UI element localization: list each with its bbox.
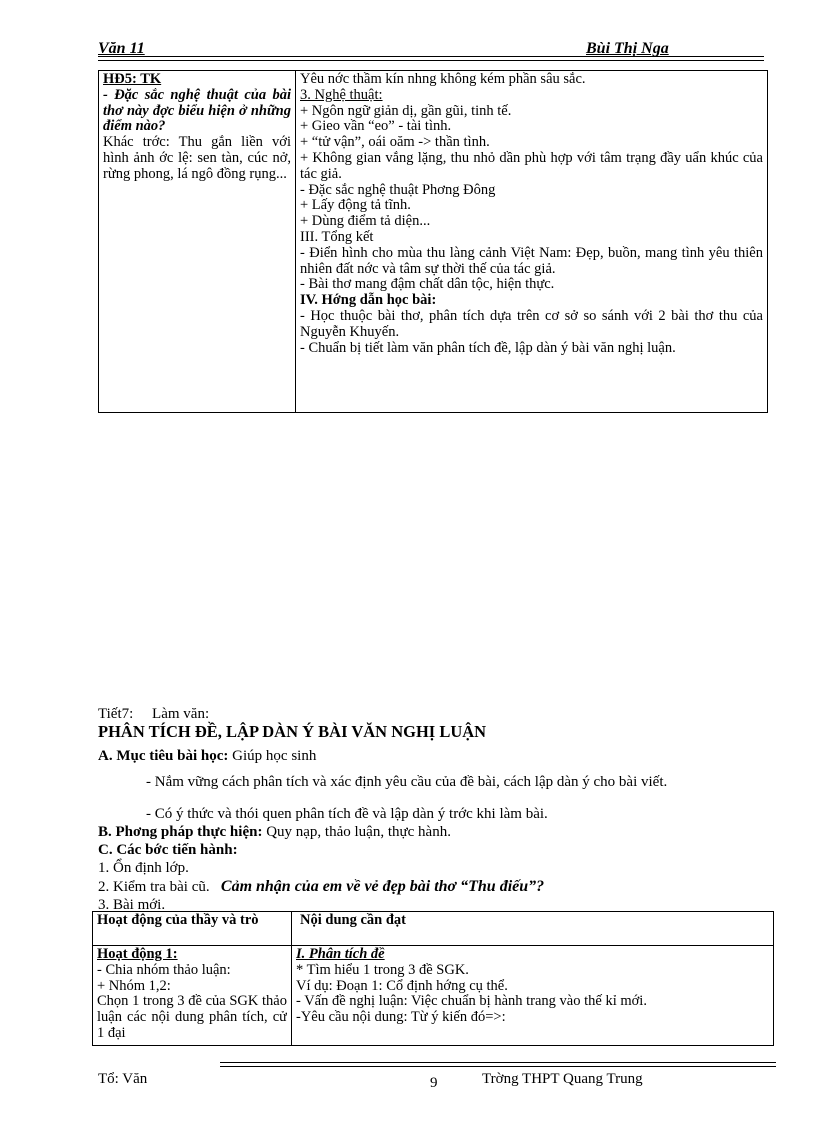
contrast-note: Khác trớc: Thu gắn liền với hình ảnh ớc lệ: sen tàn, cúc nở, rừng phong, lá ngô đồng rụng... — [103, 134, 291, 182]
activity-cell — [93, 946, 292, 1046]
objectives-line — [98, 748, 316, 764]
right-line: + Lấy động tả tĩnh. — [300, 197, 411, 214]
col-header-activity — [93, 912, 292, 946]
section-summary-heading: III. Tổng kết — [300, 228, 374, 245]
content-line: -Yêu cầu nội dung: Từ ý kiến đó=>: — [296, 1009, 506, 1026]
activity-table — [92, 911, 774, 1046]
right-line: + “tử vận”, oái oăm -> thần tình. — [300, 134, 490, 151]
content-line: - Vấn đề nghị luận: Việc chuẩn bị hành trang vào thế kỉ mới. — [296, 993, 647, 1010]
footer-school: Trờng THPT Quang Trung — [482, 1071, 643, 1087]
col-header-content: Nội dung cần đạt — [292, 912, 774, 946]
steps-label: C. Các bớc tiến hành: — [98, 842, 238, 858]
method-text: Quy nạp, thảo luận, thực hành. — [266, 824, 451, 840]
content-line: * Tìm hiểu 1 trong 3 đề SGK. — [296, 961, 469, 978]
summary-right-cell — [296, 71, 768, 413]
right-line: - Chuẩn bị tiết làm văn phân tích đề, lập dàn ý bài văn nghị luận. — [300, 339, 676, 356]
period-subject: Làm văn: — [152, 706, 210, 722]
footer-rule — [220, 1062, 776, 1067]
method-line — [98, 824, 451, 840]
header-author: Bùi Thị Nga — [586, 40, 669, 57]
section-art-heading: 3. Nghệ thuật: — [300, 86, 383, 103]
section-guidance-heading: IV. Hớng dẫn học bài: — [300, 292, 437, 309]
step-item: 2. Kiểm tra bài cũ. — [98, 879, 210, 895]
objectives-text: Giúp học sinh — [232, 748, 317, 764]
summary-left-cell — [99, 71, 296, 413]
activity-line: Chọn 1 trong 3 đề của SGK thảo luận các nội dung phân tích, cử 1 đại — [97, 993, 287, 1041]
objective-item: - Có ý thức và thói quen phân tích đề và lập dàn ý trớc khi làm bài. — [146, 806, 548, 822]
right-line: - Đặc sắc nghệ thuật Phơng Đông — [300, 181, 496, 198]
right-line: Yêu nớc thầm kín nhng không kém phần sâu sắc. — [300, 72, 586, 87]
right-line: - Bài thơ mang đậm chất dân tộc, hiện thực. — [300, 276, 555, 293]
right-line: + Không gian vắng lặng, thu nhỏ dần phù hợp với tâm trạng đầy uẩn khúc của tác giả. — [300, 149, 763, 182]
activity-1-heading: Hoạt động 1: — [97, 947, 178, 962]
content-line: Ví dụ: Đoạn 1: Cổ định hớng cụ thể. — [296, 977, 508, 994]
method-label: B. Phơng pháp thực hiện: — [98, 824, 263, 840]
check-question: Cảm nhận của em về vẻ đẹp bài thơ “Thu điếu”? — [220, 878, 545, 895]
activity-heading: HĐ5: TK — [103, 71, 162, 87]
step-item: 3. Bài mới. — [98, 897, 166, 913]
objective-item: - Nắm vững cách phân tích và xác định yêu cầu của đề bài, cách lập dàn ý cho bài viết. — [146, 774, 668, 790]
right-line: + Gieo vần “eo” - tài tình. — [300, 118, 452, 135]
objectives-label: A. Mục tiêu bài học: — [98, 748, 229, 764]
header-rule — [98, 56, 764, 61]
content-heading: I. Phân tích đề — [296, 947, 385, 962]
right-line: + Ngôn ngữ giản dị, gần gũi, tinh tế. — [300, 102, 512, 119]
right-line: - Học thuộc bài thơ, phân tích dựa trên cơ sở so sánh với 2 bài thơ thu của Nguyễn Khuyến. — [300, 307, 763, 340]
footer-group: Tổ: Văn — [98, 1071, 148, 1087]
content-cell — [292, 946, 774, 1046]
summary-table — [98, 70, 768, 413]
page-number: 9 — [430, 1075, 438, 1091]
activity-line: + Nhóm 1,2: — [97, 977, 171, 994]
art-question: - Đặc sắc nghệ thuật của bài thơ này đợc biểu hiện ở những điểm nào? — [103, 86, 291, 135]
activity-line: - Chia nhóm thảo luận: — [97, 961, 231, 978]
period-label: Tiết7: — [98, 706, 134, 722]
step-item-check — [98, 879, 544, 895]
header-subject: Văn 11 — [98, 40, 145, 57]
step-item: 1. Ổn định lớp. — [98, 860, 189, 876]
lesson-title: PHÂN TÍCH ĐỀ, LẬP DÀN Ý BÀI VĂN NGHỊ LUẬN — [98, 722, 487, 741]
col-header-activity-text: Hoạt động của thầy và trò — [97, 913, 259, 928]
right-line: - Điển hình cho mùa thu làng cảnh Việt Nam: Đẹp, buồn, mang tình yêu thiên nhiên đất nớc và tâm sự thời thế của tác giả. — [300, 244, 763, 277]
right-line: + Dùng điểm tả diện... — [300, 213, 431, 230]
period-line — [98, 706, 209, 722]
